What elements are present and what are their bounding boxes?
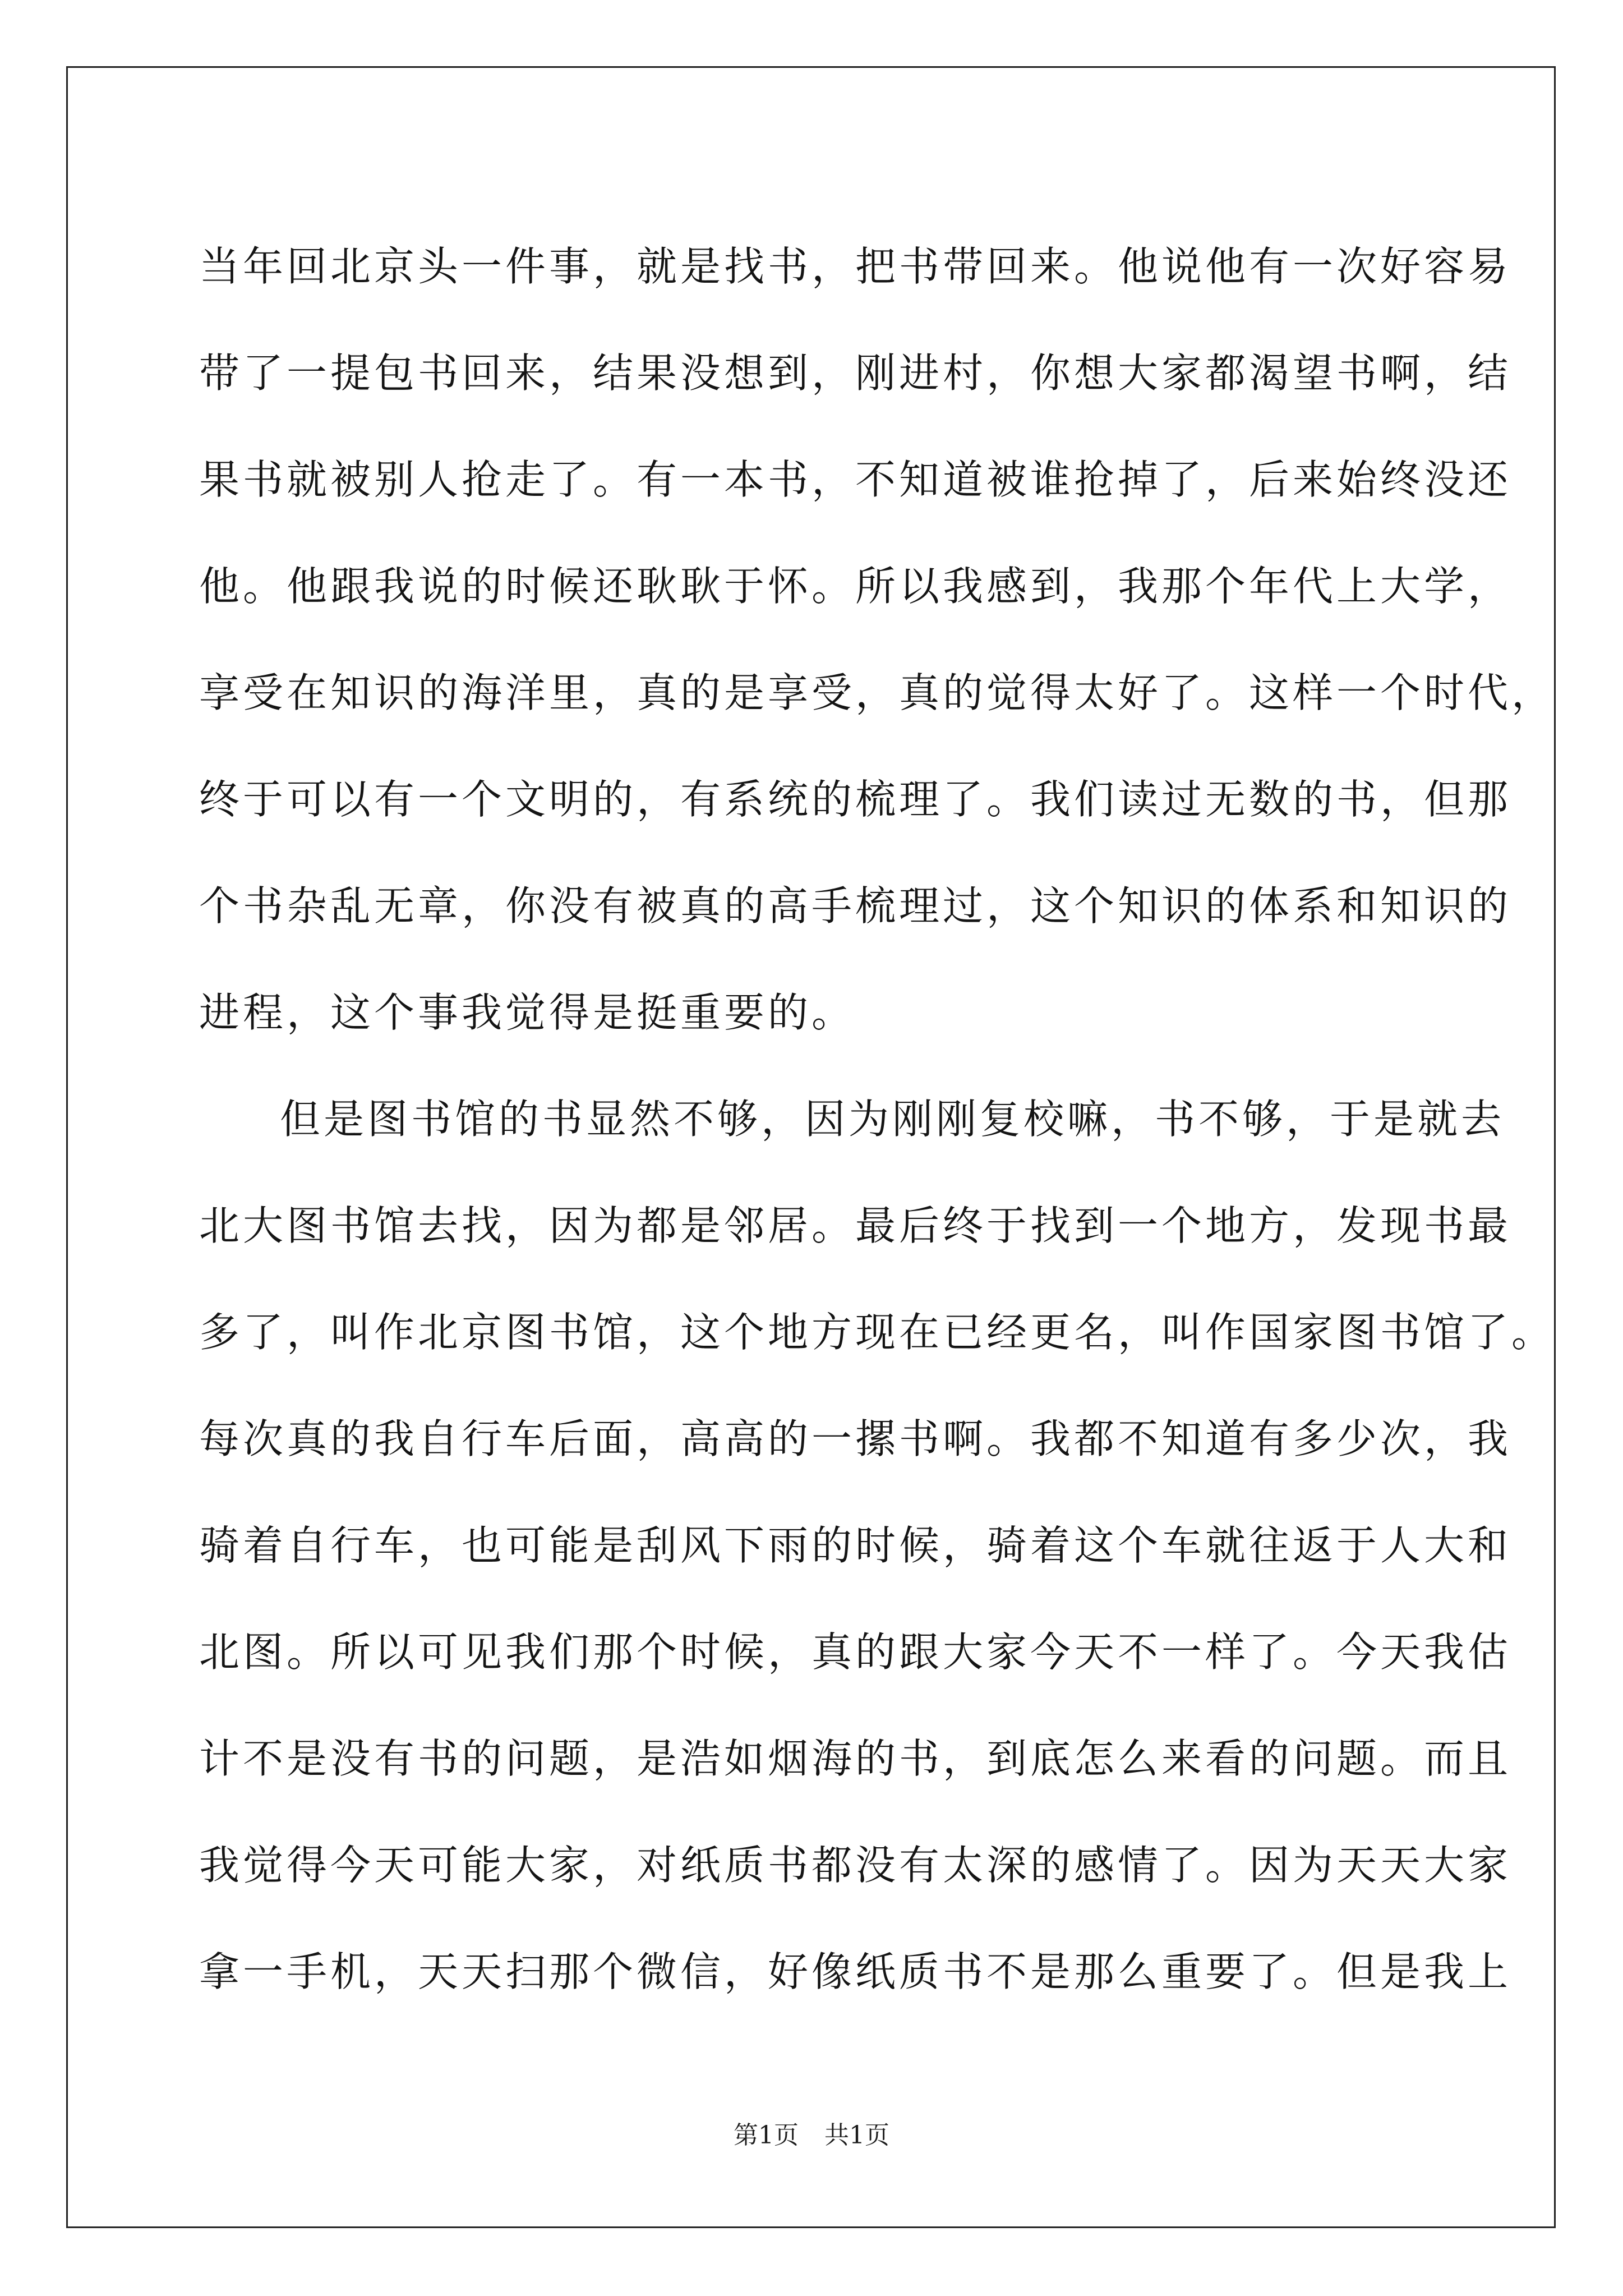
text-line: 享受在知识的海洋里，真的是享受，真的觉得太好了。这样一个时代， (199, 669, 1556, 716)
text-line: 当年回北京头一件事，就是找书，把书带回来。他说他有一次好容易 (199, 243, 1512, 290)
page-footer (0, 2115, 1623, 2151)
text-line: 我觉得今天可能大家，对纸质书都没有太深的感情了。因为天天大家 (199, 1842, 1512, 1889)
text-line: 每次真的我自行车后面，高高的一摞书啊。我都不知道有多少次，我 (199, 1415, 1512, 1462)
page-number: 第1页 (734, 2121, 799, 2150)
text-line: 果书就被别人抢走了。有一本书，不知道被谁抢掉了，后来始终没还 (199, 456, 1512, 503)
text-line: 北图。所以可见我们那个时候，真的跟大家今天不一样了。今天我估 (199, 1628, 1512, 1676)
text-line: 计不是没有书的问题，是浩如烟海的书，到底怎么来看的问题。而且 (199, 1735, 1512, 1782)
text-line: 带了一提包书回来，结果没想到，刚进村，你想大家都渴望书啊，结 (199, 349, 1512, 397)
text-line: 骑着自行车，也可能是刮风下雨的时候，骑着这个车就往返于人大和 (199, 1522, 1512, 1569)
text-line: 他。他跟我说的时候还耿耿于怀。所以我感到，我那个年代上大学， (199, 563, 1512, 610)
page-total: 共1页 (824, 2121, 889, 2150)
paragraph-first-line: 但是图书馆的书显然不够，因为刚刚复校嘛，书不够，于是就去 (280, 1096, 1505, 1143)
text-line: 终于可以有一个文明的，有系统的梳理了。我们读过无数的书，但那 (199, 776, 1512, 823)
text-line: 拿一手机，天天扫那个微信，好像纸质书不是那么重要了。但是我上 (199, 1948, 1512, 1995)
text-line: 进程，这个事我觉得是挺重要的。 (199, 989, 856, 1036)
text-line: 多了，叫作北京图书馆，这个地方现在已经更名，叫作国家图书馆了。 (199, 1309, 1556, 1356)
text-line: 北大图书馆去找，因为都是邻居。最后终于找到一个地方，发现书最 (199, 1202, 1512, 1249)
text-line: 个书杂乱无章，你没有被真的高手梳理过，这个知识的体系和知识的 (199, 882, 1512, 930)
